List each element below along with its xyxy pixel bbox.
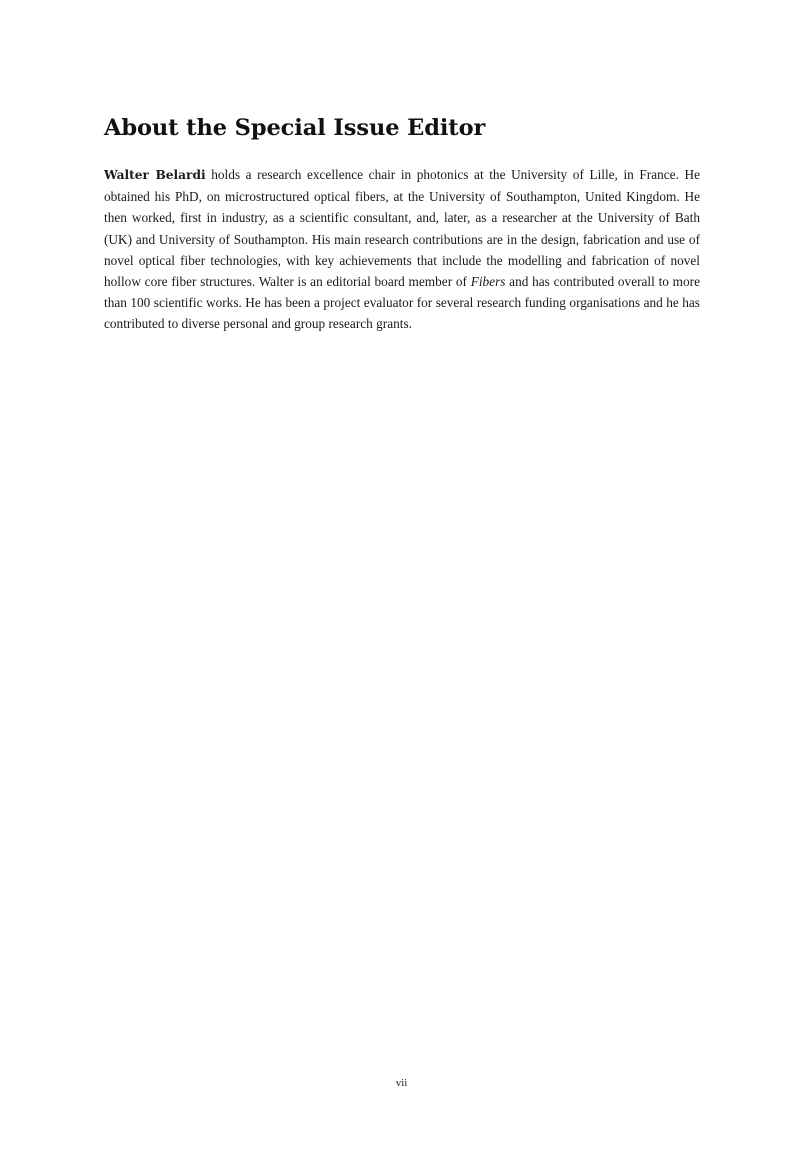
bio-text-part-1: holds a research excellence chair in photonics at the University of Lille, in France. He obtained his PhD, on microstructured optical fibers, at the University of Southampton, United Kingdom. He then worked, first in industry, as a scientific consultant, and, later, as a researcher at the University of Bath (UK) and University of Southampton. His main research contributions are in the design, fabrication and use of novel optical fiber technologies, with key achievements that include the modelling and fabrication of novel hollow core fiber structures. Walter is an editorial board member of [104,167,700,290]
page-number: vii [395,1077,408,1089]
bio-text-part-2: and has contributed overall to more than 100 scientific works. He has been a project evaluator for several research funding organisations and he has contributed to diverse personal and group research grants. [104,274,700,332]
journal-name: Fibers [470,274,506,290]
page-title: About the Special Issue Editor [104,115,486,141]
editor-name: Walter Belardi [104,168,206,182]
editor-bio-paragraph [104,164,700,335]
